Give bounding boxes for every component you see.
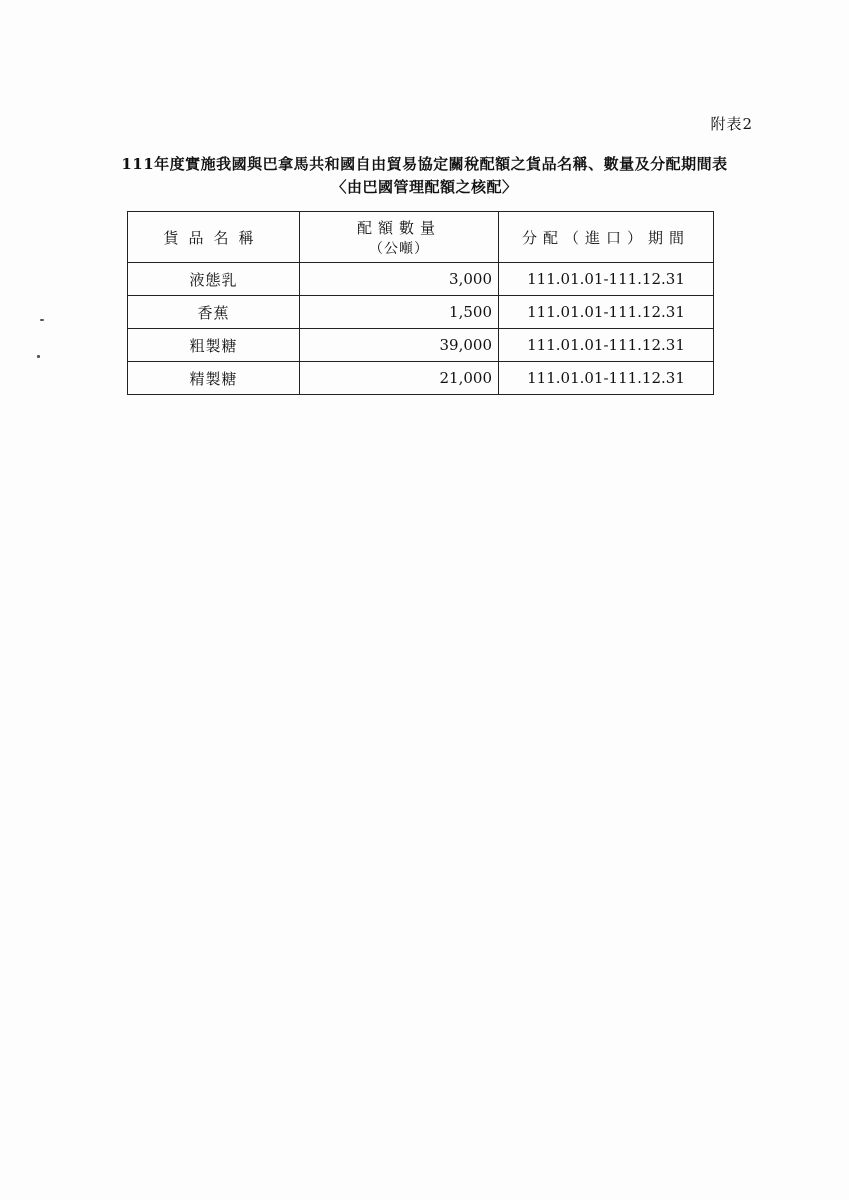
cell-period: 111.01.01-111.12.31 <box>499 296 714 329</box>
scan-speck <box>37 355 40 358</box>
cell-name: 精製糖 <box>128 362 300 395</box>
cell-period: 111.01.01-111.12.31 <box>499 362 714 395</box>
table-row <box>128 296 714 329</box>
header-name-label: 貨品名稱 <box>163 228 264 247</box>
header-period <box>499 212 714 263</box>
quota-table <box>127 211 714 395</box>
table-header-row <box>128 212 714 263</box>
cell-name: 香蕉 <box>128 296 300 329</box>
header-quantity <box>300 212 499 263</box>
scan-speck <box>40 319 44 321</box>
document-title: 111年度實施我國與巴拿馬共和國自由貿易協定關稅配額之貨品名稱、數量及分配期間表 <box>121 155 728 173</box>
cell-quantity: 3,000 <box>300 263 499 296</box>
cell-quantity: 39,000 <box>300 329 499 362</box>
header-period-label: 分配（進口）期間 <box>521 228 690 247</box>
cell-period: 111.01.01-111.12.31 <box>499 329 714 362</box>
attachment-label: 附表2 <box>710 115 753 133</box>
cell-period: 111.01.01-111.12.31 <box>499 263 714 296</box>
header-quantity-label: 配額數量 <box>356 218 441 237</box>
table-row <box>128 329 714 362</box>
cell-name: 粗製糖 <box>128 329 300 362</box>
document-subtitle: 〈由巴國管理配額之核配〉 <box>331 178 518 196</box>
table-row <box>128 362 714 395</box>
cell-name: 液態乳 <box>128 263 300 296</box>
cell-quantity: 21,000 <box>300 362 499 395</box>
cell-quantity: 1,500 <box>300 296 499 329</box>
header-name <box>128 212 300 263</box>
table-row <box>128 263 714 296</box>
header-quantity-unit: （公噸） <box>369 240 429 257</box>
